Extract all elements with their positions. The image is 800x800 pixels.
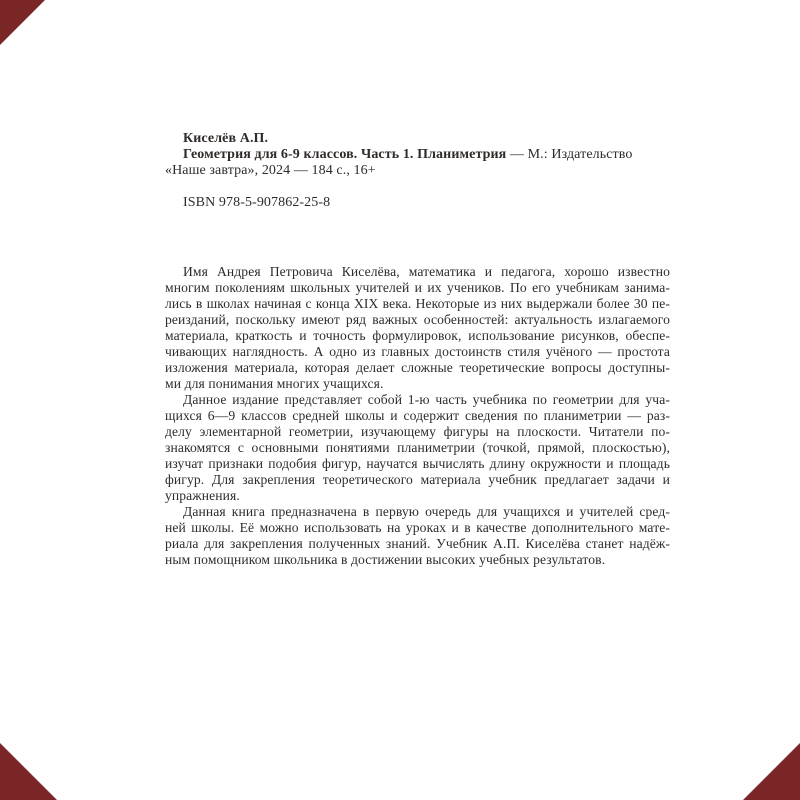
- text-line: ней школы. Её можно использовать на уроках и в качестве дополнительного мате-: [165, 520, 670, 535]
- isbn-line: ISBN 978-5-907862-25-8: [183, 195, 331, 210]
- imprint-line-2: «Наше завтра», 2024 — 184 с., 16+: [165, 163, 376, 178]
- text-line: ми для понимания многих учащихся.: [165, 376, 384, 391]
- text-line: изложения материала, которая делает сложные теоретические вопросы доступны-: [165, 360, 670, 375]
- text-line: Имя Андрея Петровича Киселёва, математика и педагога, хорошо известно: [183, 264, 670, 279]
- text-line: материала, краткость и точность формулировок, использование рисунков, обеспе-: [165, 328, 670, 343]
- text-line: фигур. Для закрепления теоретического материала учебник предлагает задачи и: [165, 472, 670, 487]
- text-line: знакомятся с основными понятиями планиметрии (точкой, прямой, плоскостью),: [165, 440, 670, 455]
- annotation-text: [165, 264, 670, 568]
- text-line: риала для закрепления полученных знаний. Учебник А.П. Киселёва станет надёж-: [165, 536, 670, 551]
- corner-triangle-top-left: [0, 0, 45, 45]
- bibliography-block: [165, 131, 670, 211]
- imprint-info: — М.: Издательство: [506, 147, 633, 162]
- text-line: многим поколениям школьных учителей и их учеников. По его учебникам занима-: [165, 280, 670, 295]
- text-line: Данная книга предназначена в первую очередь для учащихся и учителей сред-: [183, 504, 670, 519]
- title-line: [165, 147, 670, 163]
- text-line: щихся 6—9 классов средней школы и содержит сведения по планиметрии — раз-: [165, 408, 670, 423]
- book-title: Геометрия для 6-9 классов. Часть 1. Планиметрия: [183, 147, 507, 162]
- text-line: лись в школах начиная с конца XIX века. Некоторые из них выдержали более 30 пе-: [165, 296, 670, 311]
- corner-triangle-bottom-right: [743, 743, 800, 800]
- text-line: изучат признаки подобия фигур, научатся вычислять длину окружности и площадь: [165, 456, 670, 471]
- corner-triangle-bottom-left: [0, 743, 57, 800]
- text-line: упражнения.: [165, 488, 240, 503]
- text-line: ным помощником школьника в достижении высоких учебных результатов.: [165, 552, 606, 567]
- author-line: Киселёв А.П.: [183, 131, 269, 146]
- text-line: делу элементарной геометрии, изучающему фигуры на плоскости. Читатели по-: [165, 424, 670, 439]
- text-line: чивающих наглядность. А одно из главных достоинств стиля учёного — простота: [165, 344, 670, 359]
- text-line: реизданий, поскольку имеют ряд важных особенностей: актуальность излагаемого: [165, 312, 670, 327]
- text-line: Данное издание представляет собой 1-ю часть учебника по геометрии для уча-: [183, 392, 670, 407]
